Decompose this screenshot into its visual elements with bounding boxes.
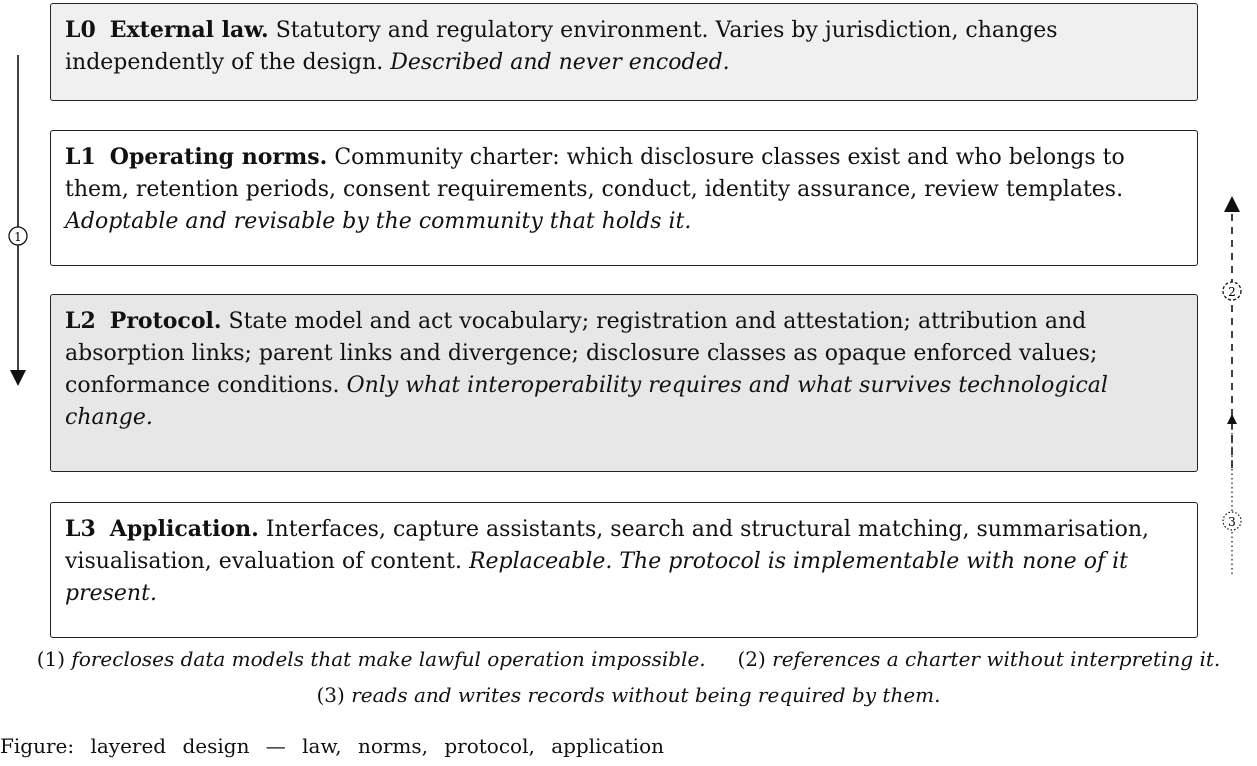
layer-note: Only what interoperability requires and what survives technological change. (65, 373, 1108, 430)
caption-3-marker: (3) (316, 683, 345, 707)
layer-title: Protocol. (109, 308, 222, 334)
caption-2-text: references a charter without interpreting it. (772, 647, 1221, 671)
layer-title: Operating norms. (109, 144, 328, 170)
layer-note: Replaceable. The protocol is implementable with none of it present. (65, 549, 1128, 606)
arrow-1 (9, 55, 27, 378)
layer-note: Adoptable and revisable by the community that holds it. (65, 209, 692, 234)
arrow-1-label: 1 (14, 230, 22, 244)
layer-body: Statutory and regulatory environment. Varies by jurisdiction, changes independently of the design. (65, 18, 1058, 75)
caption-1-text: forecloses data models that make lawful operation impossible. (71, 647, 706, 671)
arrow-3 (1223, 414, 1241, 574)
layer-note: Described and never encoded. (390, 50, 730, 75)
layer-body: Community charter: which disclosure classes exist and who belongs to them, retention periods, consent requirements, conduct, identity assurance, review templates. (65, 145, 1125, 202)
layer-title: External law. (109, 17, 269, 43)
layer-id: L0 (65, 17, 96, 43)
arrow-captions-line-1 (0, 645, 1257, 673)
layer-id: L3 (65, 516, 96, 542)
arrow-2 (1223, 204, 1241, 468)
layer-title: Application. (109, 516, 259, 542)
arrow-2-label: 2 (1228, 285, 1236, 299)
layer-id: L1 (65, 144, 96, 170)
caption-2-marker: (2) (737, 647, 766, 671)
layer-id: L2 (65, 308, 96, 334)
arrow-3-label: 3 (1228, 515, 1236, 529)
layer-body: Interfaces, capture assistants, search and structural matching, summarisation, visualisation, evaluation of content. (65, 517, 1150, 574)
caption-1-marker: (1) (36, 647, 66, 671)
figure-caption-cutoff (0, 732, 1257, 760)
arrow-captions-line-2 (0, 681, 1257, 709)
figure-caption-text: Figure: layered design — law, norms, protocol, application (0, 734, 665, 758)
caption-3-text: reads and writes records without being required by them. (351, 683, 941, 707)
layer-body: State model and act vocabulary; registration and attestation; attribution and absorption links; parent links and divergence; disclosure classes as opaque enforced values; conformance conditions. (65, 309, 1098, 398)
